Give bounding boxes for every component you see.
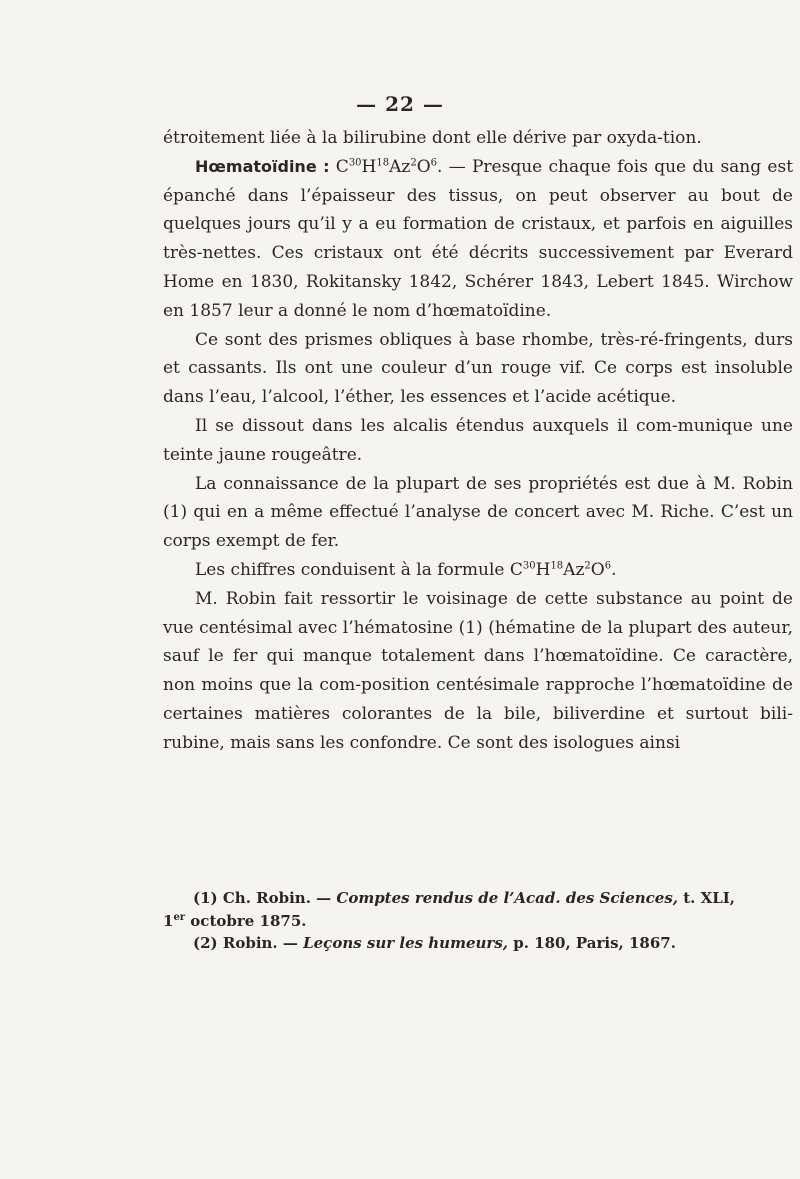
paragraph-robin: La connaissance de la plupart de ses propriétés est due à M. Robin (1) qui en a même effectué l’analyse de concert avec M. Riche. C’est un corps exempt de fer. [163,473,793,552]
body-text [163,124,793,758]
footnotes [163,887,793,955]
footnote-1: (1) Ch. Robin. — Comptes rendus de l’Acad. des Sciences, t. XLI, 1er octobre 1875. [163,889,736,930]
paragraph-formula: Les chiffres conduisent à la formule $C^{30}H^{18}Az^2O^6$. [195,559,617,580]
page-number: — 22 — [356,92,444,116]
paragraph-alkalis: Il se dissout dans les alcalis étendus auxquels il com-munique une teinte jaune rougeâtre. [163,415,793,465]
paragraph-continuation: étroitement liée à la bilirubine dont elle dérive par oxyda-tion. [163,128,702,148]
chemical-formula: $C^{30}H^{18}Az^2O^6$ [509,559,612,580]
paragraph-prisms: Ce sont des prismes obliques à base rhombe, très-ré-fringents, durs et cassants. Ils ont une couleur d’un rouge vif. Ce corps est insoluble dans l’eau, l’alcool, l’éther, les essences et l’acide acétique. [163,329,793,408]
chemical-formula: $C^{30}H^{18}Az^2O^6$ [335,156,438,177]
paragraph-haematoidine: Hœmatoïdine : $C^{30}H^{18}Az^2O^6$. — Presque chaque fois que du sang est épanché dans l’épaisseur des tissus, on peut observer au bout de quelques jours qu’il y a eu formation de cristaux, et parfois en aiguilles très-nettes. Ces cristaux ont été décrits successivement par Everard Home en 1830, Rokitansky 1842, Schérer 1843, Lebert 1845. Wirchow en 1857 leur a donné le nom d’hœmatoïdine. [163,156,794,321]
paragraph-comparison: M. Robin fait ressortir le voisinage de cette substance au point de vue centésimal avec l’hématosine (1) (hématine de la plupart des auteur, sauf le fer qui manque totalement dans l’hœmatoïdine. Ce caractère, non moins que la com-position centésimale rapproche l’hœmatoïdine de certaines matières colorantes de la bile, biliverdine et surtout bili-rubine, mais sans les confondre. Ce sont des isologues ainsi [163,588,793,753]
term-haematoidine: Hœmatoïdine : [195,156,330,176]
footnote-2: (2) Robin. — Leçons sur les humeurs, p. 180, Paris, 1867. [193,934,676,952]
